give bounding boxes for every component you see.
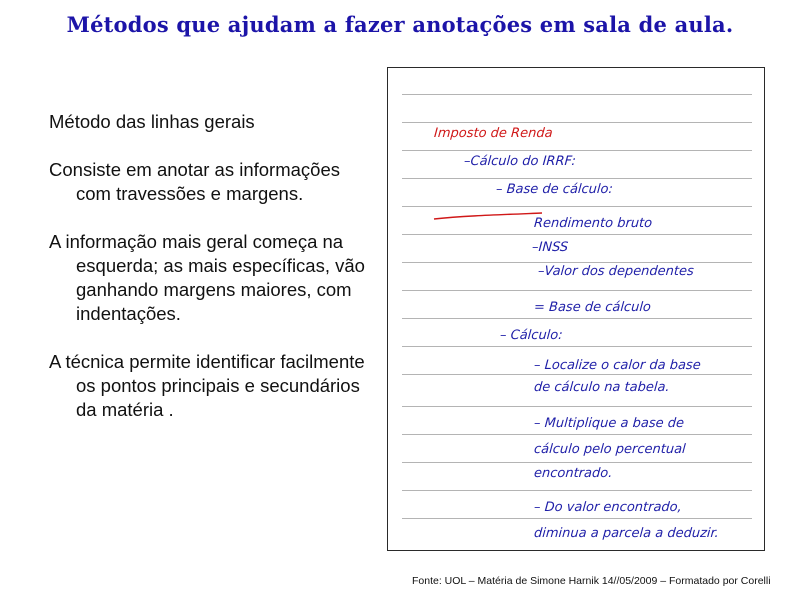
ruled-line xyxy=(402,262,752,263)
note-line: –Valor dos dependentes xyxy=(537,264,695,279)
ruled-line xyxy=(402,206,752,207)
method-heading: Método das linhas gerais xyxy=(49,111,255,132)
note-line: diminua a parcela a deduzir. xyxy=(533,526,720,541)
notebook-page xyxy=(387,67,765,551)
source-credit: Fonte: UOL – Matéria de Simone Harnik 14//05/2009 – Formatado por Corelli xyxy=(412,575,771,587)
ruled-line xyxy=(402,94,752,95)
note-line: – Localize o calor da base xyxy=(533,358,702,373)
note-line: = Base de cálculo xyxy=(533,300,652,315)
ruled-line xyxy=(402,490,752,491)
ruled-line xyxy=(402,406,752,407)
note-line: Rendimento bruto xyxy=(533,216,653,231)
title-underline xyxy=(432,212,544,222)
ruled-line xyxy=(402,178,752,179)
ruled-line xyxy=(402,434,752,435)
note-line: – Base de cálculo: xyxy=(495,182,614,197)
note-line: de cálculo na tabela. xyxy=(533,380,671,395)
ruled-line xyxy=(402,150,752,151)
ruled-line xyxy=(402,234,752,235)
method-description xyxy=(49,110,379,446)
ruled-line xyxy=(402,122,752,123)
note-line: – Multiplique a base de xyxy=(533,416,685,431)
note-line: –INSS xyxy=(531,240,569,255)
note-line: cálculo pelo percentual xyxy=(533,442,687,457)
note-title: Imposto de Renda xyxy=(433,126,554,141)
ruled-line xyxy=(402,374,752,375)
note-line: – Do valor encontrado, xyxy=(533,500,683,515)
ruled-line xyxy=(402,462,752,463)
ruled-line xyxy=(402,290,752,291)
paragraph-technique: A técnica permite identificar facilmente os pontos principais e secundários da matéria . xyxy=(49,351,365,420)
paragraph-definition: Consiste em anotar as informações com travessões e margens. xyxy=(49,159,340,204)
paragraph-indentation: A informação mais geral começa na esquerda; as mais específicas, vão ganhando margens maiores, com indentações. xyxy=(49,231,365,324)
note-line: –Cálculo do IRRF: xyxy=(463,154,577,169)
ruled-line xyxy=(402,318,752,319)
page-title: Métodos que ajudam a fazer anotações em sala de aula. xyxy=(66,12,734,37)
ruled-line xyxy=(402,346,752,347)
ruled-line xyxy=(402,518,752,519)
note-line: encontrado. xyxy=(533,466,613,481)
note-line: – Cálculo: xyxy=(499,328,564,343)
